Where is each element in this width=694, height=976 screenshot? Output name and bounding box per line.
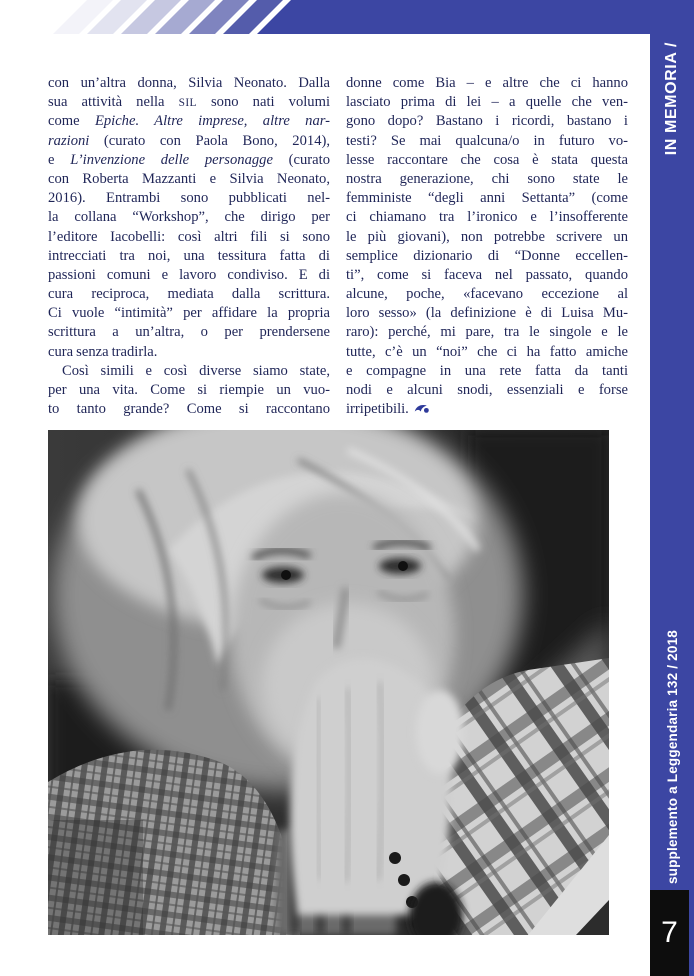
- text-line: gono dopo? Bastano i ricordi, bastano i: [346, 113, 628, 130]
- text-line: alcune, poche, «facevano eccezione al: [346, 286, 628, 303]
- text-line: cura reciproca, mediata dalla scrittura.: [48, 286, 330, 303]
- text-line: come Epiche. Altre imprese, altre nar-: [48, 113, 330, 130]
- section-label: IN MEMORIA /: [663, 42, 680, 156]
- text-line: con Roberta Mazzanti e Silvia Neonato,: [48, 170, 330, 187]
- text-line: passioni comuni e lavoro condiviso. E di: [48, 266, 330, 283]
- text-line: raro): perché, mi pare, tra le singole e le: [346, 324, 628, 341]
- text-line: ti”, come si faceva nel passato, quando: [346, 266, 628, 283]
- text-line: irripetibili.: [346, 400, 628, 419]
- text-line: le più giovani), non potrebbe scrivere un: [346, 228, 628, 245]
- text-line: semplice dizionario di “Donne eccellen-: [346, 247, 628, 264]
- text-line: con un’altra donna, Silvia Neonato. Dalla: [48, 75, 330, 91]
- article-column-right: [346, 74, 628, 419]
- text-line: lasciato prima di lei – a quelle che ven-: [346, 94, 628, 111]
- article-column-left: [48, 74, 330, 419]
- text-line: to tanto grande? Come si raccontano: [48, 401, 330, 418]
- text-line: intrecciati tra noi, una tessitura fatta di: [48, 247, 330, 264]
- text-line: femministe “degli anni Settanta” (come: [346, 190, 628, 207]
- text-line: ci chiamano tra l’ironico e l’insofferente: [346, 209, 628, 226]
- text-line: 2016). Entrambi sono pubblicati nel-: [48, 190, 330, 207]
- text-line: nostra generazione, chi sono state le: [346, 170, 628, 187]
- text-line: per una vita. Come si riempie un vuo-: [48, 382, 330, 398]
- supplement-label: supplemento a Leggendaria 132 / 2018: [664, 629, 680, 884]
- text-line: Ci vuole “intimità” per affidare la propria: [48, 305, 330, 322]
- text-line: nodi e alcuni snodi, essenziali e forse: [346, 382, 628, 398]
- text-line: scrittura a un’altra, o per prendersene: [48, 324, 330, 341]
- text-line: testi? Se mai qualcuna/o in futuro vo-: [346, 132, 628, 149]
- text-line: Così simili e così diverse siamo state,: [62, 362, 330, 379]
- text-line: cura senza tradirla.: [48, 343, 158, 360]
- header-band-solid: [257, 0, 694, 34]
- text-line: lesse raccontare che cosa è stata questa: [346, 151, 628, 168]
- sidebar: [650, 0, 694, 976]
- text-line: razioni (curato con Paola Bono, 2014),: [48, 132, 330, 149]
- portrait-photo: [48, 430, 609, 935]
- text-line: tutte, c’è un “noi” che ci ha fatto amiche: [346, 343, 628, 360]
- text-line: la collana “Workshop”, che dirigo per: [48, 209, 330, 226]
- text-line: e L’invenzione delle personagge (curato: [48, 151, 330, 168]
- article-body: [48, 74, 628, 419]
- text-line: sua attività nella SIL sono nati volumi: [48, 94, 330, 111]
- text-line: e compagne in una rete fatta da tanti: [346, 362, 628, 379]
- page-number: 7: [661, 916, 678, 949]
- end-ornament-icon: [414, 401, 429, 417]
- text-line: donne come Bia – e altre che ci hanno: [346, 75, 628, 91]
- text-line: loro sesso» (la definizione è di Luisa Mu-: [346, 305, 628, 322]
- header-stripe-band: [0, 0, 694, 34]
- page-number-box: [650, 890, 689, 976]
- text-line: l’editore Iacobelli: così altri fili si sono: [48, 228, 330, 245]
